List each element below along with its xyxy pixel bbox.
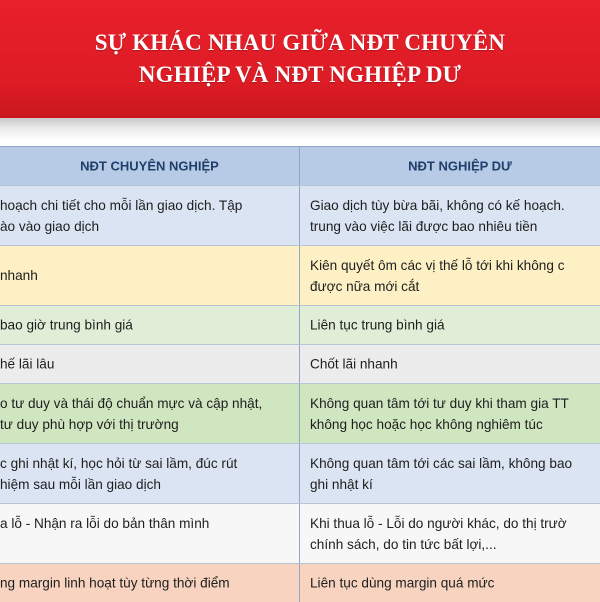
- amateur-cell: [300, 246, 600, 305]
- amateur-text: Liên tục dùng margin quá mức: [310, 575, 495, 591]
- table-row: [0, 345, 600, 384]
- professional-text: ng margin linh hoạt tùy từng thời điểm: [0, 575, 230, 591]
- amateur-text: Liên tục trung bình giá: [310, 317, 445, 333]
- professional-cell: [0, 444, 300, 503]
- amateur-text: Kiên quyết ôm các vị thế lỗ tới khi không c được nữa mới cắt: [310, 257, 565, 294]
- professional-text: bao giờ trung bình giá: [0, 317, 133, 333]
- amateur-cell: [300, 186, 600, 245]
- table-row: [0, 306, 600, 345]
- professional-text: hoạch chi tiết cho mỗi lần giao dịch. Tập ào vào giao dịch: [0, 197, 243, 234]
- amateur-text: Không quan tâm tới các sai lầm, không bao ghi nhật kí: [310, 455, 573, 492]
- amateur-cell: [300, 345, 600, 383]
- amateur-text: Khi thua lỗ - Lỗi do người khác, do thị trườ chính sách, do tin tức bất lợi,...: [310, 515, 567, 552]
- professional-cell: [0, 564, 300, 602]
- professional-cell: [0, 345, 300, 383]
- header-cell-professional: [0, 147, 300, 185]
- amateur-text: Giao dịch tùy bừa bãi, không có kế hoạch. trung vào việc lãi được bao nhiêu tiền: [310, 197, 565, 234]
- table-header-row: [0, 147, 600, 186]
- title-line-1: SỰ KHÁC NHAU GIỮA NĐT CHUYÊN: [94, 30, 506, 55]
- professional-cell: [0, 306, 300, 344]
- table-row: [0, 186, 600, 246]
- amateur-text: Không quan tâm tới tư duy khi tham gia TT không học hoặc học không nghiêm túc: [310, 395, 569, 432]
- professional-text: c ghi nhật kí, học hỏi từ sai lầm, đúc rút hiệm sau mỗi lần giao dịch: [0, 455, 238, 492]
- professional-text: hế lãi lâu: [0, 356, 55, 372]
- table-row: [0, 564, 600, 602]
- professional-text: nhanh: [0, 268, 38, 283]
- title-line-2: NGHIỆP VÀ NĐT NGHIỆP DƯ: [138, 62, 462, 87]
- amateur-cell: [300, 444, 600, 503]
- table-row: [0, 444, 600, 504]
- professional-cell: [0, 384, 300, 443]
- comparison-table: [0, 146, 600, 602]
- amateur-cell: [300, 564, 600, 602]
- header-amateur: NĐT NGHIỆP DƯ: [408, 158, 512, 174]
- professional-text: o tư duy và thái độ chuẩn mực và cập nhật, tư duy phù hợp với thị trường: [0, 395, 263, 432]
- professional-cell: [0, 246, 300, 305]
- professional-cell: [0, 504, 300, 563]
- table-row: [0, 384, 600, 444]
- amateur-text: Chốt lãi nhanh: [310, 356, 398, 372]
- banner-shadow: [0, 118, 600, 140]
- header-professional: NĐT CHUYÊN NGHIỆP: [80, 158, 219, 174]
- amateur-cell: [300, 384, 600, 443]
- header-cell-amateur: [300, 147, 600, 185]
- professional-cell: [0, 186, 300, 245]
- amateur-cell: [300, 306, 600, 344]
- professional-text: a lỗ - Nhận ra lỗi do bản thân mình: [0, 516, 210, 531]
- table-row: [0, 246, 600, 306]
- amateur-cell: [300, 504, 600, 563]
- title-banner: [0, 0, 600, 118]
- table-row: [0, 504, 600, 564]
